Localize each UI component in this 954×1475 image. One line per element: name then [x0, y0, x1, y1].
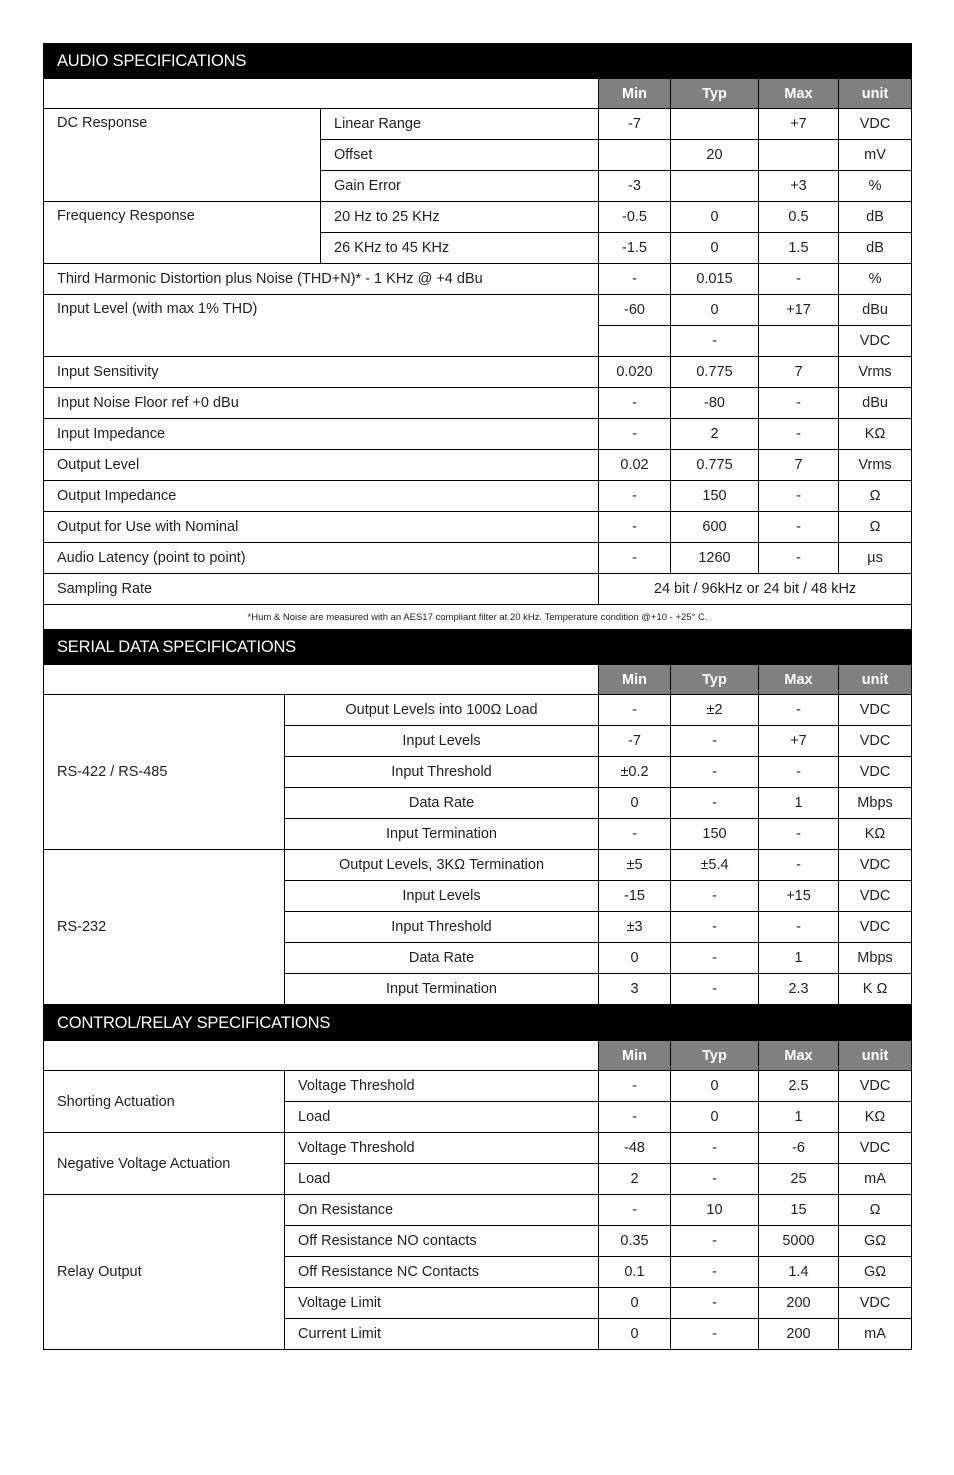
- typ-value: -: [671, 1226, 759, 1257]
- typ-value: 20: [671, 140, 759, 171]
- audio-spec-table: [43, 43, 912, 629]
- max-value: -: [759, 912, 839, 943]
- param-label: Load: [285, 1164, 599, 1195]
- max-value: 5000: [759, 1226, 839, 1257]
- typ-value: 10: [671, 1195, 759, 1226]
- min-value: 0.020: [599, 357, 671, 388]
- typ-value: -: [671, 1288, 759, 1319]
- min-value: -15: [599, 881, 671, 912]
- max-value: -: [759, 388, 839, 419]
- col-min-header: Min: [599, 79, 671, 109]
- param-label: Output for Use with Nominal: [44, 512, 599, 543]
- min-value: 0: [599, 1319, 671, 1350]
- min-value: -: [599, 1195, 671, 1226]
- min-value: 2: [599, 1164, 671, 1195]
- param-label: Load: [285, 1102, 599, 1133]
- max-value: -: [759, 757, 839, 788]
- typ-value: 0: [671, 1071, 759, 1102]
- unit-value: KΩ: [839, 419, 912, 450]
- unit-value: Ω: [839, 512, 912, 543]
- max-value: [759, 140, 839, 171]
- max-value: +17: [759, 295, 839, 326]
- col-max-header: Max: [759, 79, 839, 109]
- table-row: [44, 574, 912, 605]
- max-value: 200: [759, 1319, 839, 1350]
- typ-value: -: [671, 943, 759, 974]
- min-value: -: [599, 695, 671, 726]
- serial-spec-table: [43, 629, 912, 1005]
- typ-value: -: [671, 974, 759, 1005]
- typ-value: -: [671, 726, 759, 757]
- header-blank: [44, 79, 599, 109]
- param-label: Input Sensitivity: [44, 357, 599, 388]
- param-label: Input Level (with max 1% THD): [44, 295, 599, 357]
- max-value: 1.4: [759, 1257, 839, 1288]
- max-value: 1: [759, 943, 839, 974]
- param-label: Gain Error: [321, 171, 599, 202]
- typ-value: [671, 109, 759, 140]
- max-value: -: [759, 543, 839, 574]
- min-value: -60: [599, 295, 671, 326]
- max-value: -: [759, 850, 839, 881]
- param-label: Data Rate: [285, 788, 599, 819]
- col-unit-header: unit: [839, 665, 912, 695]
- unit-value: %: [839, 171, 912, 202]
- typ-value: -: [671, 881, 759, 912]
- typ-value: 0.775: [671, 357, 759, 388]
- max-value: 1: [759, 788, 839, 819]
- max-value: 7: [759, 357, 839, 388]
- unit-value: Mbps: [839, 788, 912, 819]
- param-label: Offset: [321, 140, 599, 171]
- serial-section-title: SERIAL DATA SPECIFICATIONS: [44, 630, 912, 665]
- max-value: +15: [759, 881, 839, 912]
- param-label: Current Limit: [285, 1319, 599, 1350]
- unit-value: dB: [839, 202, 912, 233]
- min-value: -3: [599, 171, 671, 202]
- max-value: 2.5: [759, 1071, 839, 1102]
- min-value: -: [599, 388, 671, 419]
- min-value: -: [599, 264, 671, 295]
- param-label: Input Termination: [285, 819, 599, 850]
- param-label: Sampling Rate: [44, 574, 599, 605]
- unit-value: VDC: [839, 1071, 912, 1102]
- param-label: 20 Hz to 25 KHz: [321, 202, 599, 233]
- table-row: [44, 481, 912, 512]
- param-label: Linear Range: [321, 109, 599, 140]
- sampling-rate-value: 24 bit / 96kHz or 24 bit / 48 kHz: [599, 574, 912, 605]
- min-value: ±0.2: [599, 757, 671, 788]
- typ-value: -: [671, 1164, 759, 1195]
- footnote: *Hum & Noise are measured with an AES17 compliant filter at 20 kHz. Temperature condition @+10 - +25° C.: [44, 605, 912, 630]
- control-spec-table: [43, 1005, 912, 1350]
- min-value: -7: [599, 109, 671, 140]
- unit-value: mV: [839, 140, 912, 171]
- table-row: [44, 388, 912, 419]
- table-row: [44, 695, 912, 726]
- param-label: Off Resistance NO contacts: [285, 1226, 599, 1257]
- group-label: RS-422 / RS-485: [44, 695, 285, 850]
- table-row: [44, 1071, 912, 1102]
- col-typ-header: Typ: [671, 1041, 759, 1071]
- min-value: -: [599, 819, 671, 850]
- max-value: -: [759, 481, 839, 512]
- audio-section-title: AUDIO SPECIFICATIONS: [44, 44, 912, 79]
- max-value: +3: [759, 171, 839, 202]
- typ-value: 0.015: [671, 264, 759, 295]
- unit-value: KΩ: [839, 1102, 912, 1133]
- unit-value: Ω: [839, 1195, 912, 1226]
- unit-value: µs: [839, 543, 912, 574]
- group-label: DC Response: [44, 109, 321, 202]
- min-value: -7: [599, 726, 671, 757]
- typ-value: -: [671, 757, 759, 788]
- min-value: -48: [599, 1133, 671, 1164]
- typ-value: 1260: [671, 543, 759, 574]
- typ-value: 0: [671, 202, 759, 233]
- table-row: [44, 419, 912, 450]
- min-value: 0.1: [599, 1257, 671, 1288]
- group-label: RS-232: [44, 850, 285, 1005]
- table-row: [44, 264, 912, 295]
- unit-value: VDC: [839, 912, 912, 943]
- typ-value: -: [671, 912, 759, 943]
- unit-value: mA: [839, 1319, 912, 1350]
- max-value: 1.5: [759, 233, 839, 264]
- min-value: -0.5: [599, 202, 671, 233]
- typ-value: -: [671, 1319, 759, 1350]
- typ-value: -80: [671, 388, 759, 419]
- min-value: -: [599, 512, 671, 543]
- table-row: [44, 1195, 912, 1226]
- unit-value: VDC: [839, 726, 912, 757]
- table-row: [44, 109, 912, 140]
- param-label: Input Impedance: [44, 419, 599, 450]
- max-value: -: [759, 264, 839, 295]
- col-min-header: Min: [599, 665, 671, 695]
- unit-value: GΩ: [839, 1226, 912, 1257]
- typ-value: ±2: [671, 695, 759, 726]
- unit-value: mA: [839, 1164, 912, 1195]
- typ-value: -: [671, 326, 759, 357]
- min-value: 0.02: [599, 450, 671, 481]
- typ-value: 2: [671, 419, 759, 450]
- unit-value: Vrms: [839, 450, 912, 481]
- param-label: Audio Latency (point to point): [44, 543, 599, 574]
- group-label: Shorting Actuation: [44, 1071, 285, 1133]
- unit-value: dB: [839, 233, 912, 264]
- param-label: Voltage Threshold: [285, 1071, 599, 1102]
- param-label: Input Noise Floor ref +0 dBu: [44, 388, 599, 419]
- typ-value: -: [671, 1257, 759, 1288]
- table-row: [44, 295, 912, 326]
- param-label: Output Level: [44, 450, 599, 481]
- table-row: [44, 450, 912, 481]
- max-value: -: [759, 695, 839, 726]
- unit-value: dBu: [839, 388, 912, 419]
- header-blank: [44, 665, 599, 695]
- unit-value: %: [839, 264, 912, 295]
- param-label: Input Levels: [285, 881, 599, 912]
- min-value: -: [599, 419, 671, 450]
- typ-value: 0: [671, 1102, 759, 1133]
- typ-value: [671, 171, 759, 202]
- max-value: -: [759, 512, 839, 543]
- unit-value: Vrms: [839, 357, 912, 388]
- table-row: [44, 512, 912, 543]
- min-value: 0: [599, 788, 671, 819]
- table-row: [44, 202, 912, 233]
- col-max-header: Max: [759, 665, 839, 695]
- typ-value: -: [671, 788, 759, 819]
- unit-value: VDC: [839, 695, 912, 726]
- typ-value: 0.775: [671, 450, 759, 481]
- col-min-header: Min: [599, 1041, 671, 1071]
- group-label: Frequency Response: [44, 202, 321, 264]
- param-label: Voltage Limit: [285, 1288, 599, 1319]
- table-row: [44, 357, 912, 388]
- min-value: 0.35: [599, 1226, 671, 1257]
- min-value: -: [599, 543, 671, 574]
- max-value: +7: [759, 109, 839, 140]
- table-row: [44, 1133, 912, 1164]
- unit-value: dBu: [839, 295, 912, 326]
- table-row: [44, 543, 912, 574]
- max-value: 200: [759, 1288, 839, 1319]
- max-value: 25: [759, 1164, 839, 1195]
- unit-value: Mbps: [839, 943, 912, 974]
- typ-value: 600: [671, 512, 759, 543]
- param-label: Input Threshold: [285, 757, 599, 788]
- unit-value: Ω: [839, 481, 912, 512]
- param-label: Input Threshold: [285, 912, 599, 943]
- param-label: Data Rate: [285, 943, 599, 974]
- max-value: 2.3: [759, 974, 839, 1005]
- min-value: 0: [599, 1288, 671, 1319]
- min-value: -: [599, 1102, 671, 1133]
- header-blank: [44, 1041, 599, 1071]
- min-value: ±3: [599, 912, 671, 943]
- typ-value: ±5.4: [671, 850, 759, 881]
- group-label: Relay Output: [44, 1195, 285, 1350]
- param-label: Output Levels into 100Ω Load: [285, 695, 599, 726]
- col-unit-header: unit: [839, 1041, 912, 1071]
- min-value: -: [599, 481, 671, 512]
- param-label: Output Levels, 3KΩ Termination: [285, 850, 599, 881]
- param-label: On Resistance: [285, 1195, 599, 1226]
- col-typ-header: Typ: [671, 665, 759, 695]
- col-max-header: Max: [759, 1041, 839, 1071]
- min-value: [599, 326, 671, 357]
- typ-value: 0: [671, 233, 759, 264]
- min-value: -: [599, 1071, 671, 1102]
- param-label: Input Levels: [285, 726, 599, 757]
- unit-value: VDC: [839, 1133, 912, 1164]
- typ-value: 150: [671, 481, 759, 512]
- max-value: [759, 326, 839, 357]
- param-label: 26 KHz to 45 KHz: [321, 233, 599, 264]
- min-value: ±5: [599, 850, 671, 881]
- param-label: Off Resistance NC Contacts: [285, 1257, 599, 1288]
- typ-value: 150: [671, 819, 759, 850]
- group-label: Negative Voltage Actuation: [44, 1133, 285, 1195]
- max-value: 1: [759, 1102, 839, 1133]
- max-value: 15: [759, 1195, 839, 1226]
- param-label: Third Harmonic Distortion plus Noise (THD+N)* - 1 KHz @ +4 dBu: [44, 264, 599, 295]
- min-value: -1.5: [599, 233, 671, 264]
- param-label: Input Termination: [285, 974, 599, 1005]
- unit-value: KΩ: [839, 819, 912, 850]
- param-label: Voltage Threshold: [285, 1133, 599, 1164]
- typ-value: -: [671, 1133, 759, 1164]
- unit-value: K Ω: [839, 974, 912, 1005]
- unit-value: GΩ: [839, 1257, 912, 1288]
- table-row: [44, 850, 912, 881]
- unit-value: VDC: [839, 850, 912, 881]
- max-value: 7: [759, 450, 839, 481]
- unit-value: VDC: [839, 109, 912, 140]
- unit-value: VDC: [839, 1288, 912, 1319]
- max-value: -: [759, 419, 839, 450]
- max-value: 0.5: [759, 202, 839, 233]
- max-value: -: [759, 819, 839, 850]
- typ-value: 0: [671, 295, 759, 326]
- spec-sheet: [43, 43, 911, 1350]
- unit-value: VDC: [839, 326, 912, 357]
- col-typ-header: Typ: [671, 79, 759, 109]
- max-value: -6: [759, 1133, 839, 1164]
- min-value: 0: [599, 943, 671, 974]
- param-label: Output Impedance: [44, 481, 599, 512]
- col-unit-header: unit: [839, 79, 912, 109]
- unit-value: VDC: [839, 881, 912, 912]
- min-value: 3: [599, 974, 671, 1005]
- max-value: +7: [759, 726, 839, 757]
- unit-value: VDC: [839, 757, 912, 788]
- min-value: [599, 140, 671, 171]
- control-section-title: CONTROL/RELAY SPECIFICATIONS: [44, 1006, 912, 1041]
